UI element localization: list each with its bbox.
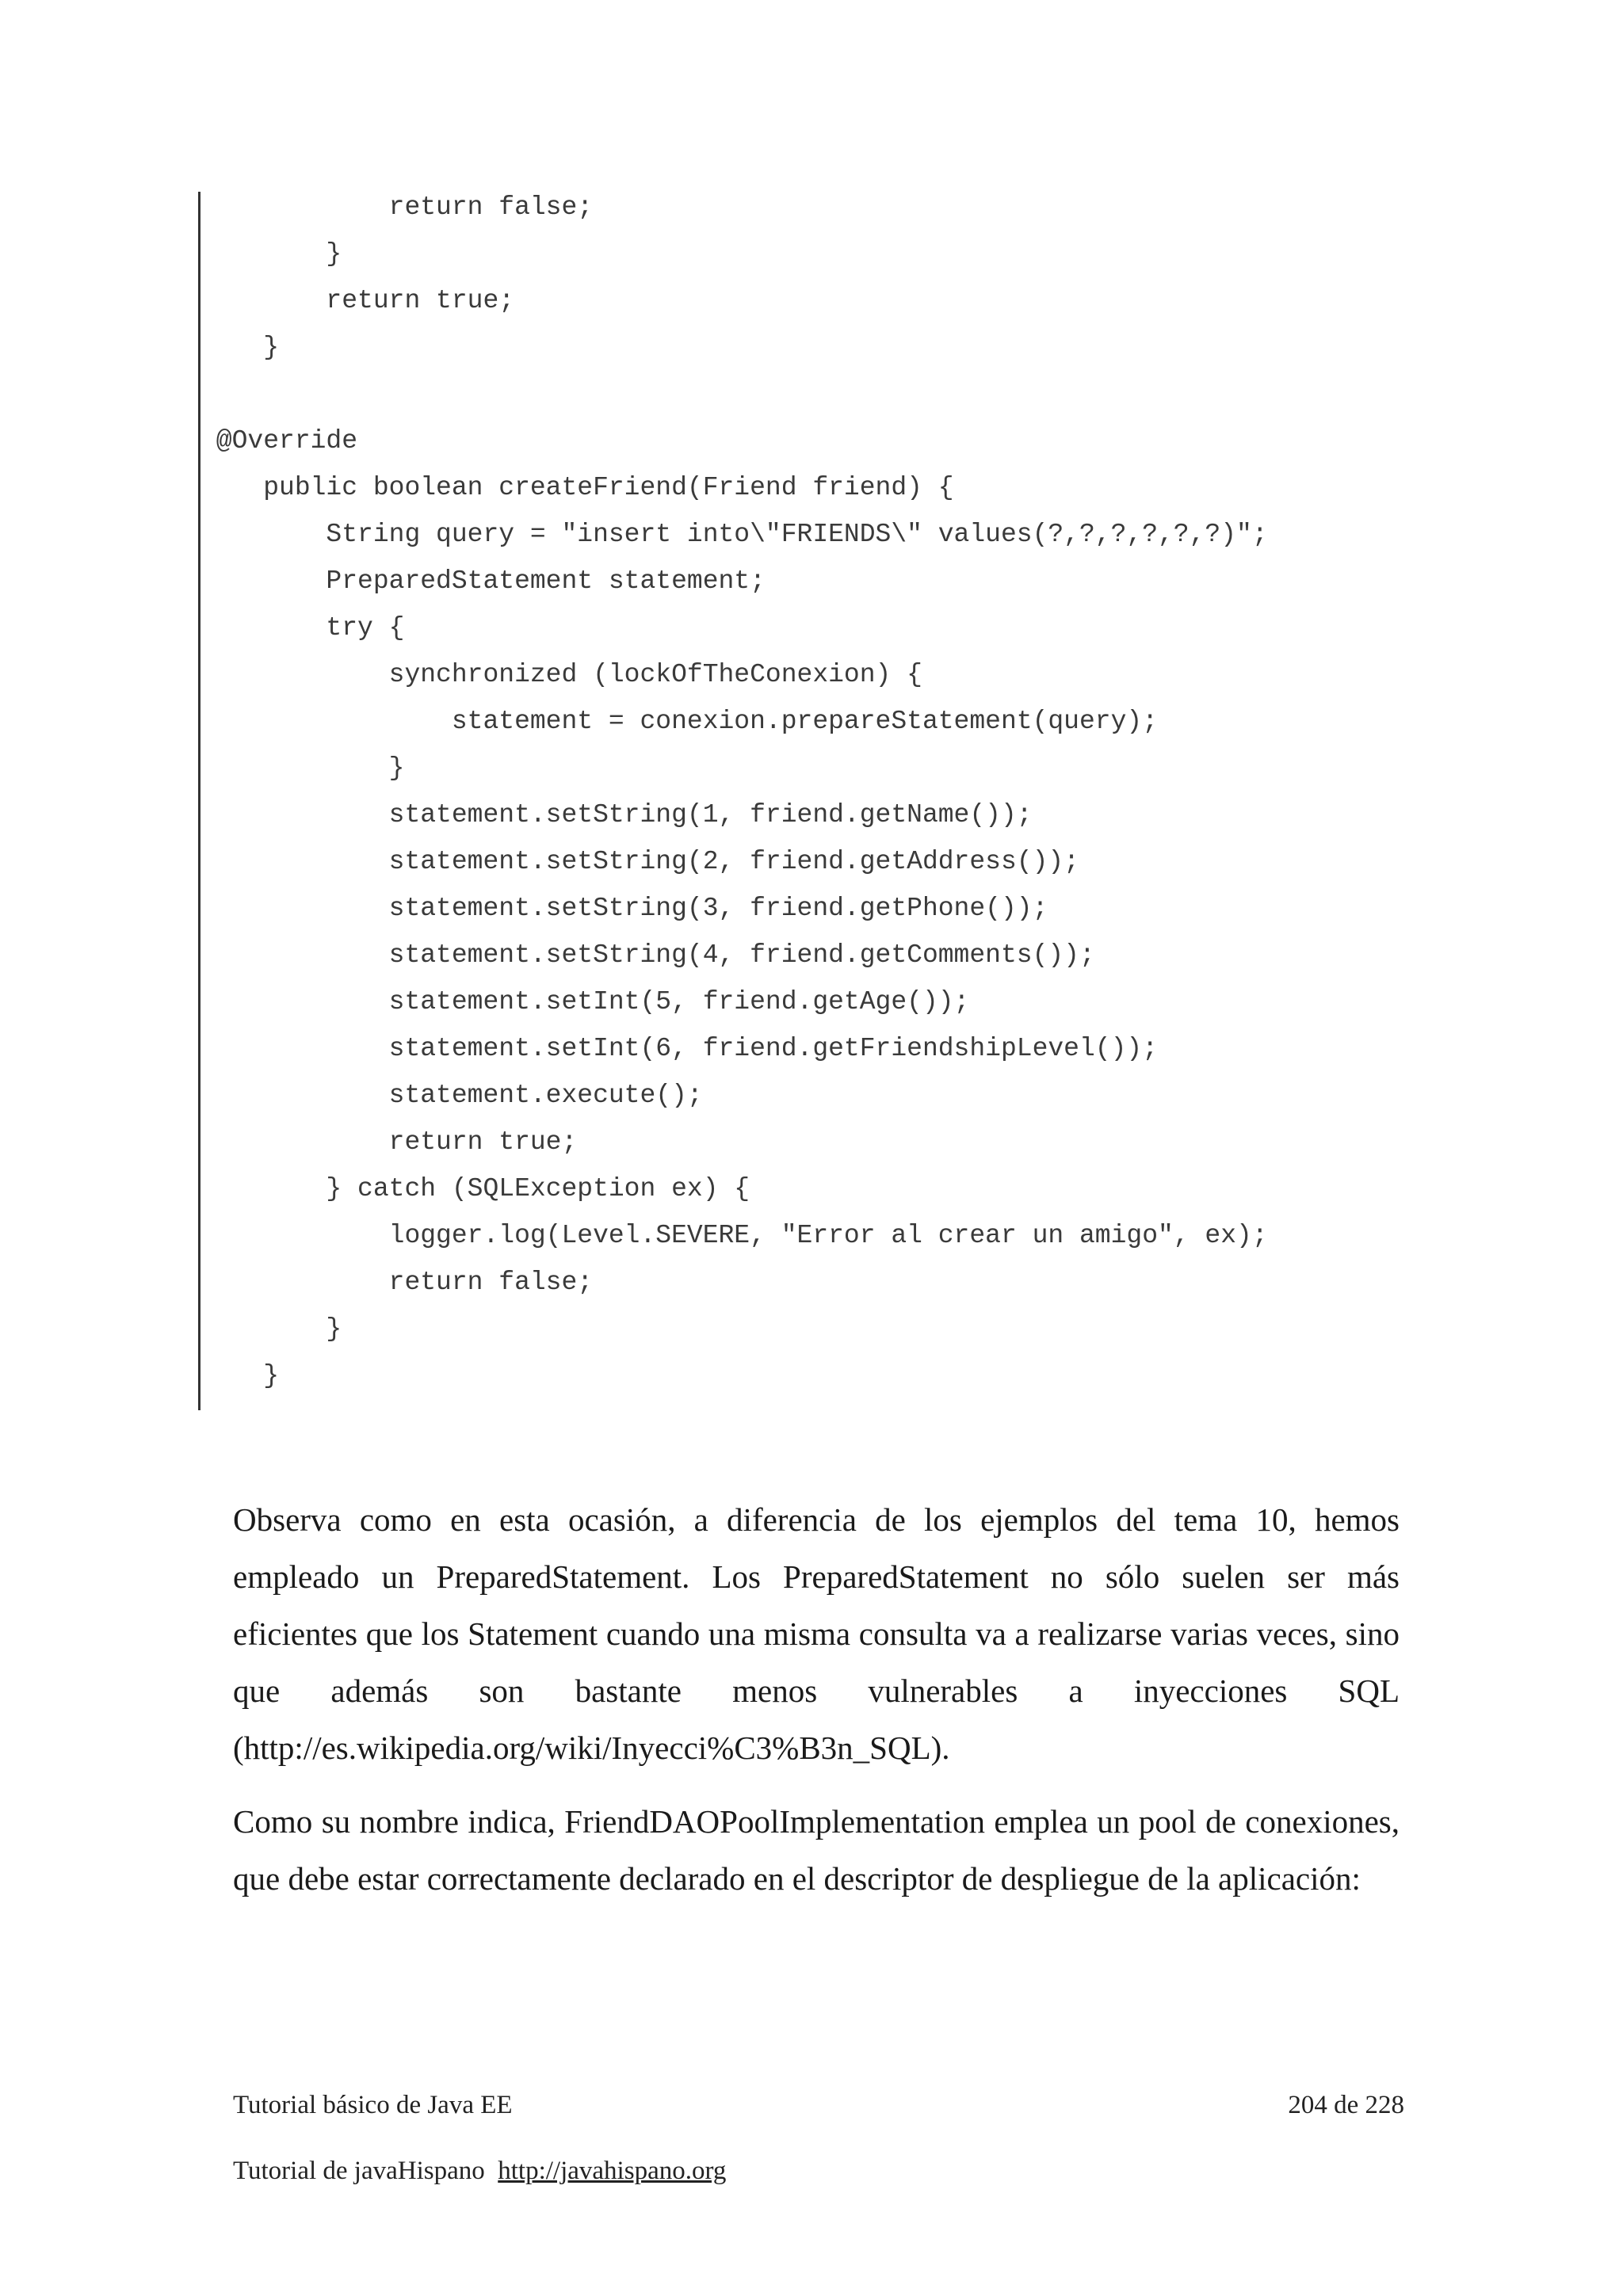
code-line: return true; [200, 286, 515, 315]
code-line: try { [200, 613, 405, 643]
code-line: statement.setInt(6, friend.getFriendshipLevel()); [200, 1034, 1158, 1063]
code-line: PreparedStatement statement; [200, 566, 766, 596]
page-number: 204 de 228 [1288, 2091, 1404, 2119]
code-line: return false; [200, 193, 594, 222]
code-line: } [200, 753, 405, 783]
code-line: statement.setString(1, friend.getName()); [200, 800, 1033, 830]
code-line: String query = "insert into\"FRIENDS\" values(?,?,?,?,?,?)"; [200, 520, 1268, 549]
code-line: statement.setString(4, friend.getComments()); [200, 940, 1095, 970]
code-line: statement.setString(3, friend.getPhone()); [200, 894, 1048, 923]
code-line: return false; [200, 1268, 594, 1297]
footer-title: Tutorial básico de Java EE [233, 2091, 513, 2119]
code-line: } [200, 1314, 342, 1344]
code-line: return true; [200, 1127, 578, 1157]
code-line: statement.setString(2, friend.getAddress()); [200, 847, 1079, 876]
code-line: logger.log(Level.SEVERE, "Error al crear un amigo", ex); [200, 1221, 1268, 1250]
code-line: } [200, 1361, 280, 1390]
code-line: public boolean createFriend(Friend friend) { [200, 473, 954, 502]
code-line: } [200, 333, 280, 362]
code-line: statement = conexion.prepareStatement(query); [200, 707, 1158, 736]
code-line: } [200, 239, 342, 269]
footer-credit-text: Tutorial de javaHispano [233, 2157, 485, 2185]
code-line: statement.setInt(5, friend.getAge()); [200, 987, 970, 1016]
code-block [198, 192, 1437, 1410]
code-line: } catch (SQLException ex) { [200, 1174, 750, 1203]
body-paragraph: Observa como en esta ocasión, a diferencia de los ejemplos del tema 10, hemos empleado un PreparedStatement. Los PreparedStatement no sólo suelen ser más eficientes que los Statement cuando una misma consulta va a realizarse varias veces, sino que además son bastante menos vulnerables a inyecciones SQL (http://es.wikipedia.org/wiki/Inyecci%C3%B3n_SQL). [233, 1501, 1400, 1766]
code-line: @Override [200, 426, 358, 456]
code-line: synchronized (lockOfTheConexion) { [200, 660, 922, 689]
footer-credit [233, 2155, 726, 2187]
body-paragraph: Como su nombre indica, FriendDAOPoolImplementation emplea un pool de conexiones, que debe estar correctamente declarado en el descriptor de despliegue de la aplicación: [233, 1803, 1400, 1897]
javahispano-link[interactable]: http://javahispano.org [498, 2157, 727, 2185]
code-line: statement.execute(); [200, 1081, 703, 1110]
